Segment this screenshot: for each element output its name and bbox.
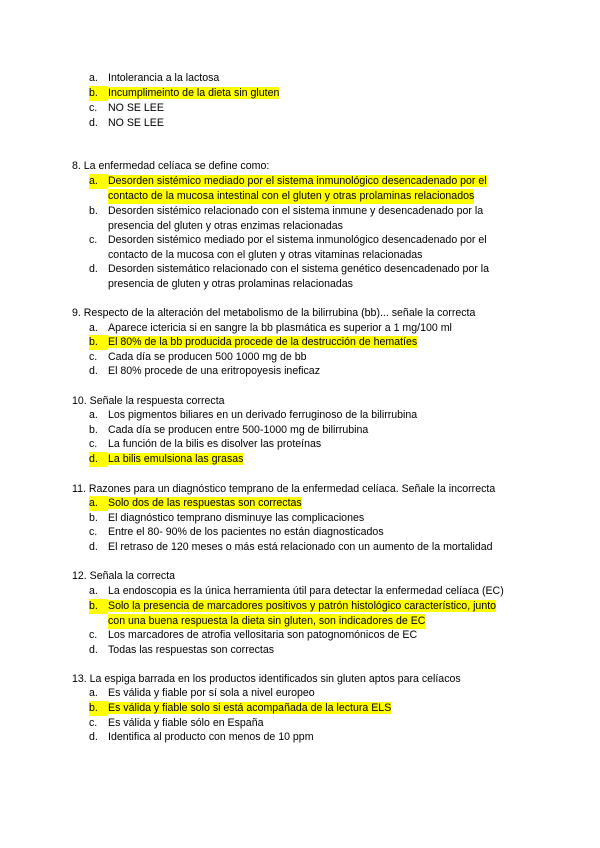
q13-option-c: c. Es válida y fiable sólo en España: [89, 717, 264, 729]
q8-option-b: b. Desorden sistémico relacionado con el sistema inmune y desencadenado por la: [89, 205, 484, 217]
q13-option-b: b. Es válida y fiable solo si está acompañada de la lectura ELS: [89, 702, 392, 714]
q13-option-a: a. Es válida y fiable por sí sola a nivel europeo: [89, 687, 315, 699]
q8-option-a-cont: contacto de la mucosa intestinal con el gluten y otras prolaminas relacionados: [108, 190, 475, 202]
q13-option-d: d. Identifica al producto con menos de 10 ppm: [89, 731, 314, 743]
q8-option-d-cont: presencia de gluten y otras prolaminas relacionadas: [108, 278, 353, 290]
q9-option-a: a. Aparece ictericia si en sangre la bb plasmática es superior a 1 mg/100 ml: [89, 322, 452, 334]
q12-option-c: c. Los marcadores de atrofia vellositaria son patognomónicos de EC: [89, 629, 418, 641]
q11-option-d: d. El retraso de 120 meses o más está relacionado con un aumento de la mortalidad: [89, 541, 493, 553]
q10-option-c: c. La función de la bilis es disolver las proteínas: [89, 438, 322, 450]
q12-title: 12. Señala la correcta: [72, 570, 176, 582]
q8-option-d: d. Desorden sistemático relacionado con el sistema genético desencadenado por la: [89, 263, 490, 275]
q12-option-d: d. Todas las respuestas son correctas: [89, 644, 275, 656]
q7-option-c: c. NO SE LEE: [89, 102, 164, 114]
q12-option-a: a. La endoscopia es la única herramienta útil para detectar la enfermedad celíaca (EC): [89, 585, 504, 597]
q12-option-b-cont: con una buena respuesta la dieta sin gluten, son indicadores de EC: [108, 615, 426, 627]
q8-option-a: a. Desorden sistémico mediado por el sistema inmunológico desencadenado por el: [89, 175, 487, 187]
q13-title: 13. La espiga barrada en los productos identificados sin gluten aptos para celíacos: [72, 673, 461, 685]
q9-option-b: b. El 80% de la bb producida procede de la destrucción de hematíes: [89, 336, 418, 348]
q8-title: 8. La enfermedad celíaca se define como:: [72, 160, 270, 172]
q7-option-b: b. Incumplimeinto de la dieta sin gluten: [89, 87, 280, 99]
q10-option-d: d. La bilis emulsiona las grasas: [89, 453, 244, 465]
q9-option-c: c. Cada día se producen 500 1000 mg de bb: [89, 351, 307, 363]
q8-option-c: c. Desorden sistémico mediado por el sistema inmunológico desencadenado por el: [89, 234, 487, 246]
q9-option-d: d. El 80% procede de una eritropoyesis ineficaz: [89, 365, 320, 377]
q8-option-b-cont: presencia del gluten y otras enzimas relacionadas: [108, 220, 343, 232]
q11-option-c: c. Entre el 80- 90% de los pacientes no están diagnosticados: [89, 526, 384, 538]
q11-option-b: b. El diagnóstico temprano disminuye las complicaciones: [89, 512, 365, 524]
q10-title: 10. Señale la respuesta correcta: [72, 395, 225, 407]
q7-option-d: d. NO SE LEE: [89, 117, 164, 129]
q11-option-a: a. Solo dos de las respuestas son correctas: [89, 497, 302, 509]
q9-title: 9. Respecto de la alteración del metabolismo de la bilirrubina (bb)... señale la correcta: [72, 307, 476, 319]
q8-option-c-cont: contacto de la mucosa con el gluten y otras vitaminas relacionadas: [108, 249, 423, 261]
q10-option-a: a. Los pigmentos biliares en un derivado ferruginoso de la bilirrubina: [89, 409, 418, 421]
q7-option-a: a. Intolerancia a la lactosa: [89, 72, 220, 84]
q10-option-b: b. Cada día se producen entre 500-1000 mg de bilirrubina: [89, 424, 369, 436]
q11-title: 11. Razones para un diagnóstico temprano de la enfermedad celíaca. Señale la incorrecta: [72, 483, 496, 495]
q12-option-b: b. Solo la presencia de marcadores positivos y patrón histológico característico, junto: [89, 600, 497, 612]
